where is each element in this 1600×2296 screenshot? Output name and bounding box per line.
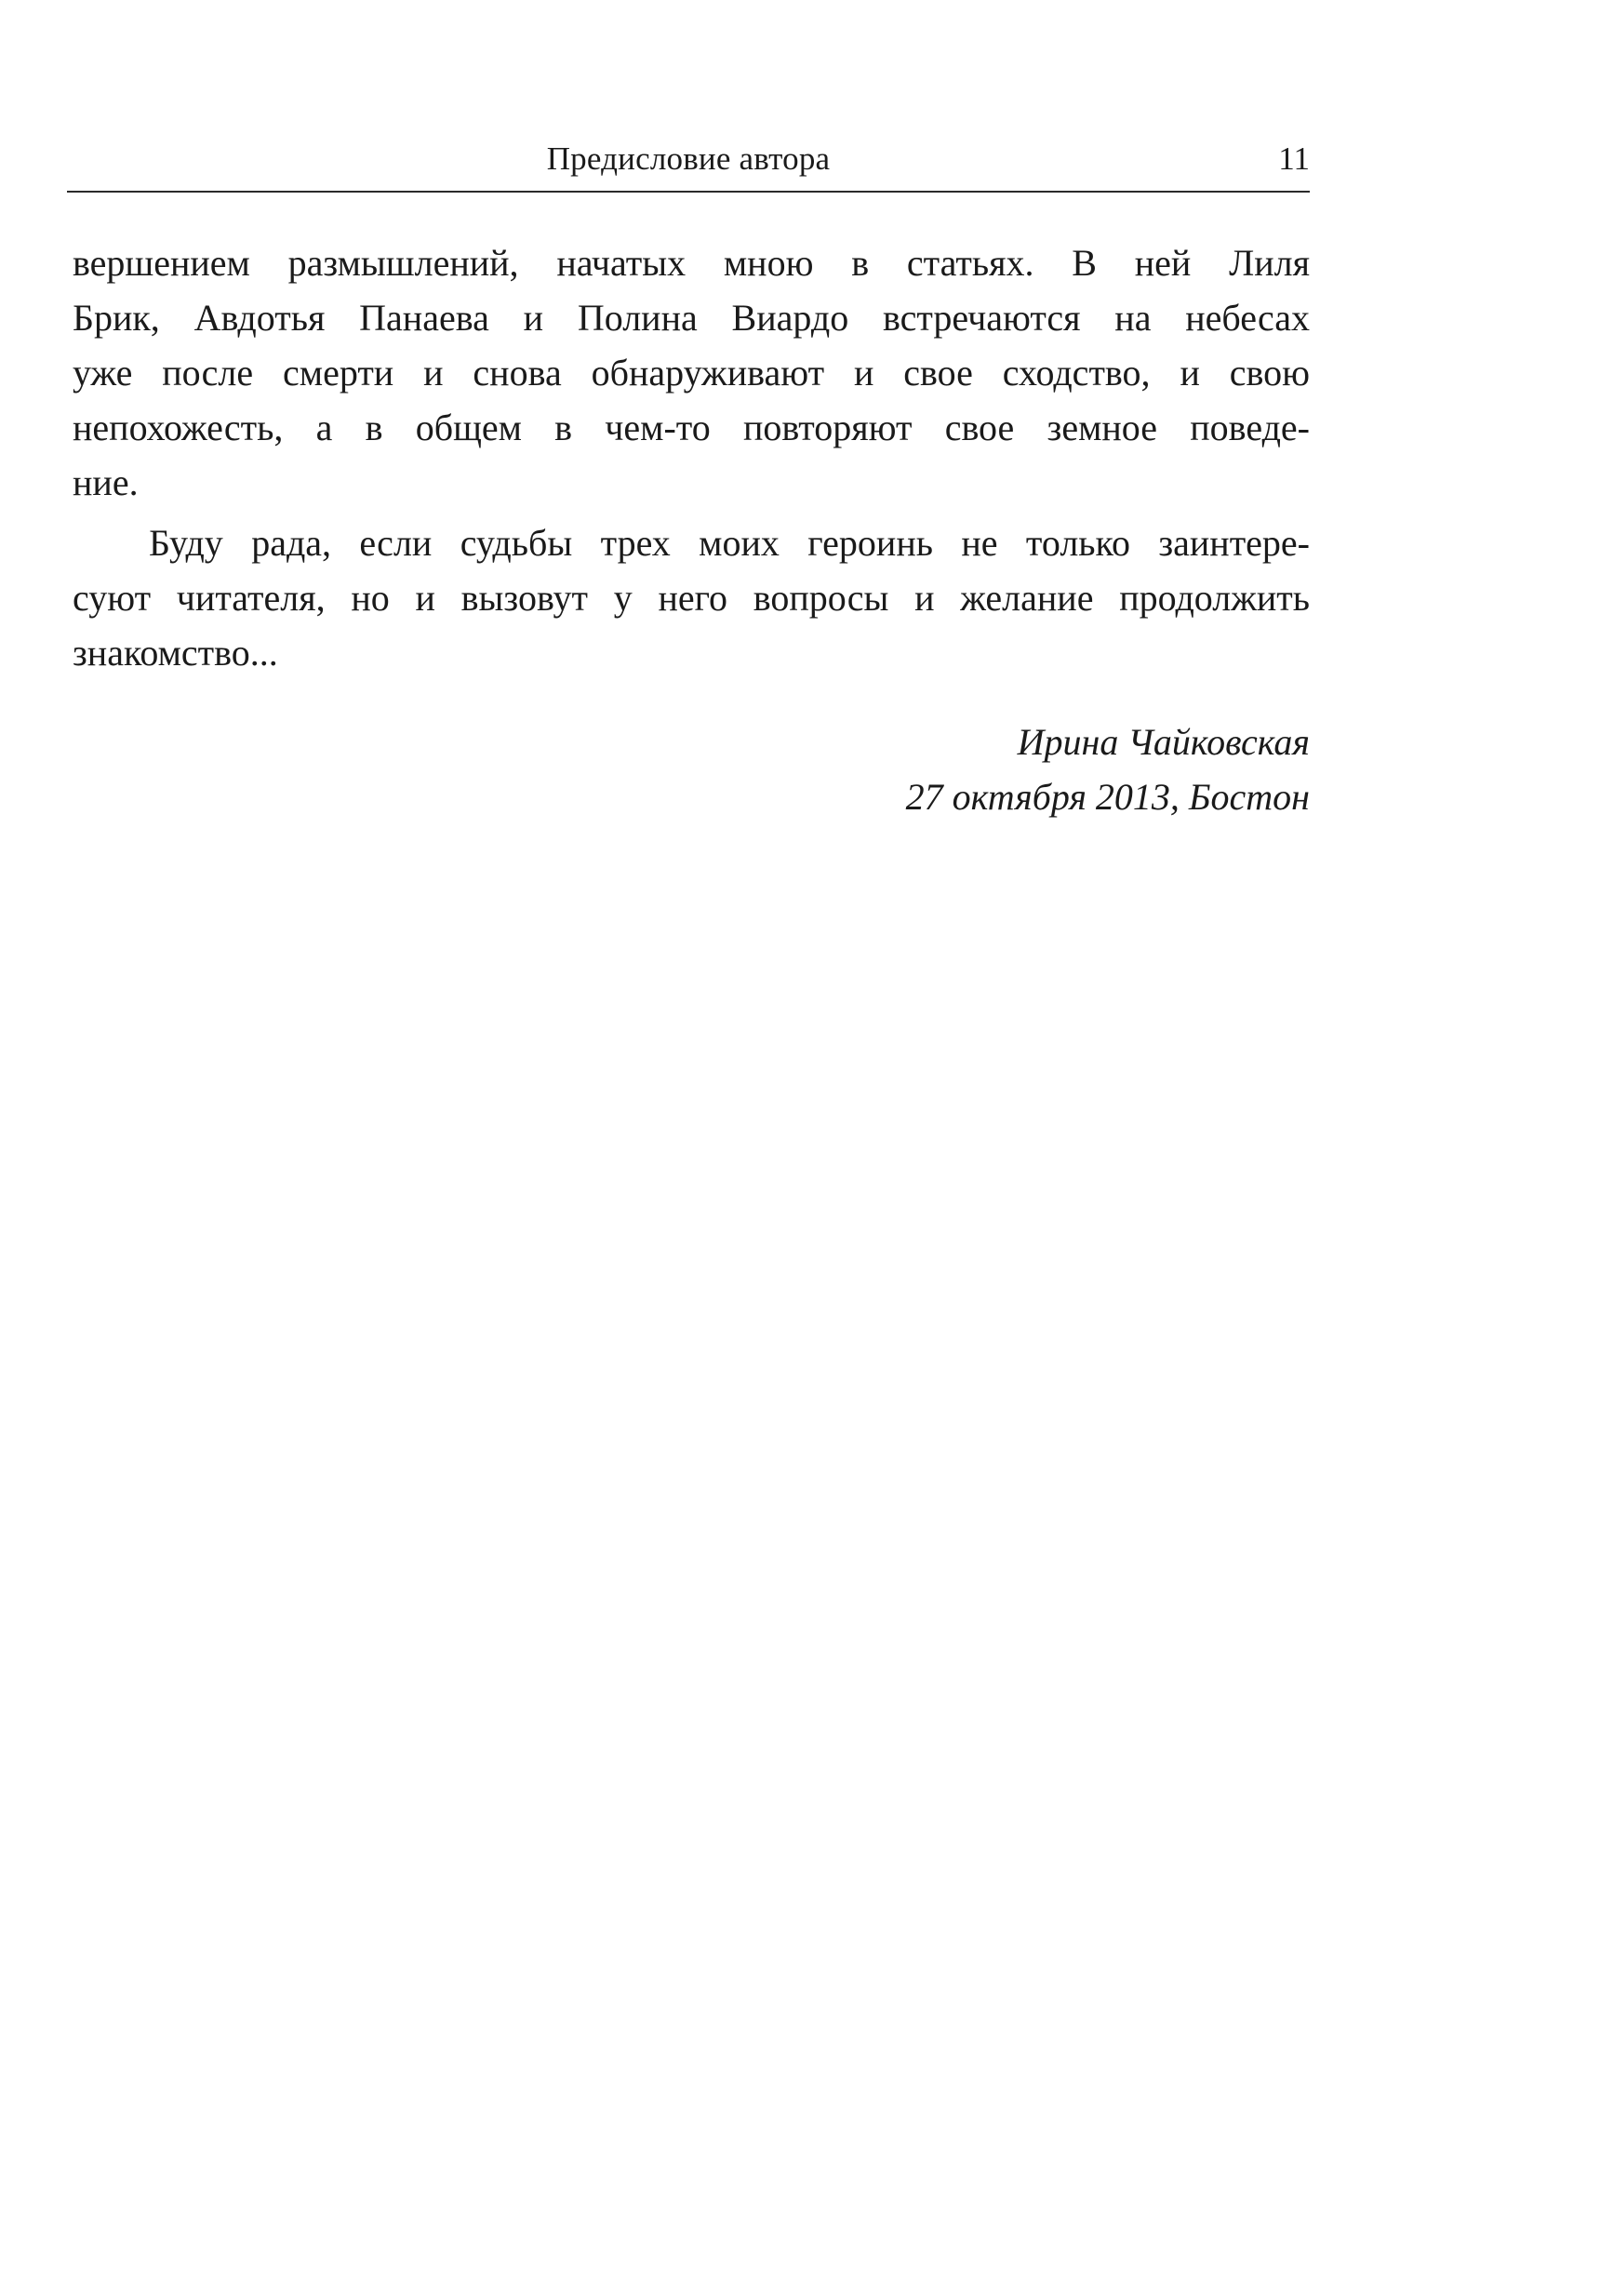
text-line: уже после смерти и снова обнаруживают и свое сходство, и свою bbox=[73, 352, 1310, 394]
author-name: Ирина Чайковская bbox=[1017, 721, 1310, 763]
text-line: знакомство... bbox=[73, 632, 278, 674]
date-place: 27 октября 2013, Бостон bbox=[905, 776, 1310, 818]
page-number: 11 bbox=[1278, 140, 1310, 177]
paragraph-1 bbox=[73, 235, 1310, 510]
text-line: суют читателя, но и вызовут у него вопросы и желание продолжить bbox=[73, 577, 1310, 619]
paragraph-2 bbox=[73, 515, 1310, 680]
text-line: Буду рада, если судьбы трех моих героинь не только заинтере- bbox=[149, 522, 1310, 564]
running-title: Предисловие автора bbox=[546, 140, 831, 177]
header-rule bbox=[67, 191, 1310, 193]
text-line: Брик, Авдотья Панаева и Полина Виардо встречаются на небесах bbox=[73, 297, 1310, 339]
text-line: непохожесть, а в общем в чем-то повторяют свое земное поведе- bbox=[73, 407, 1310, 448]
signature-block bbox=[906, 714, 1310, 824]
text-line: вершением размышлений, начатых мною в статьях. В ней Лиля bbox=[73, 242, 1310, 284]
body-text bbox=[73, 235, 1310, 680]
running-head bbox=[67, 136, 1310, 182]
text-line: ние. bbox=[73, 461, 139, 503]
